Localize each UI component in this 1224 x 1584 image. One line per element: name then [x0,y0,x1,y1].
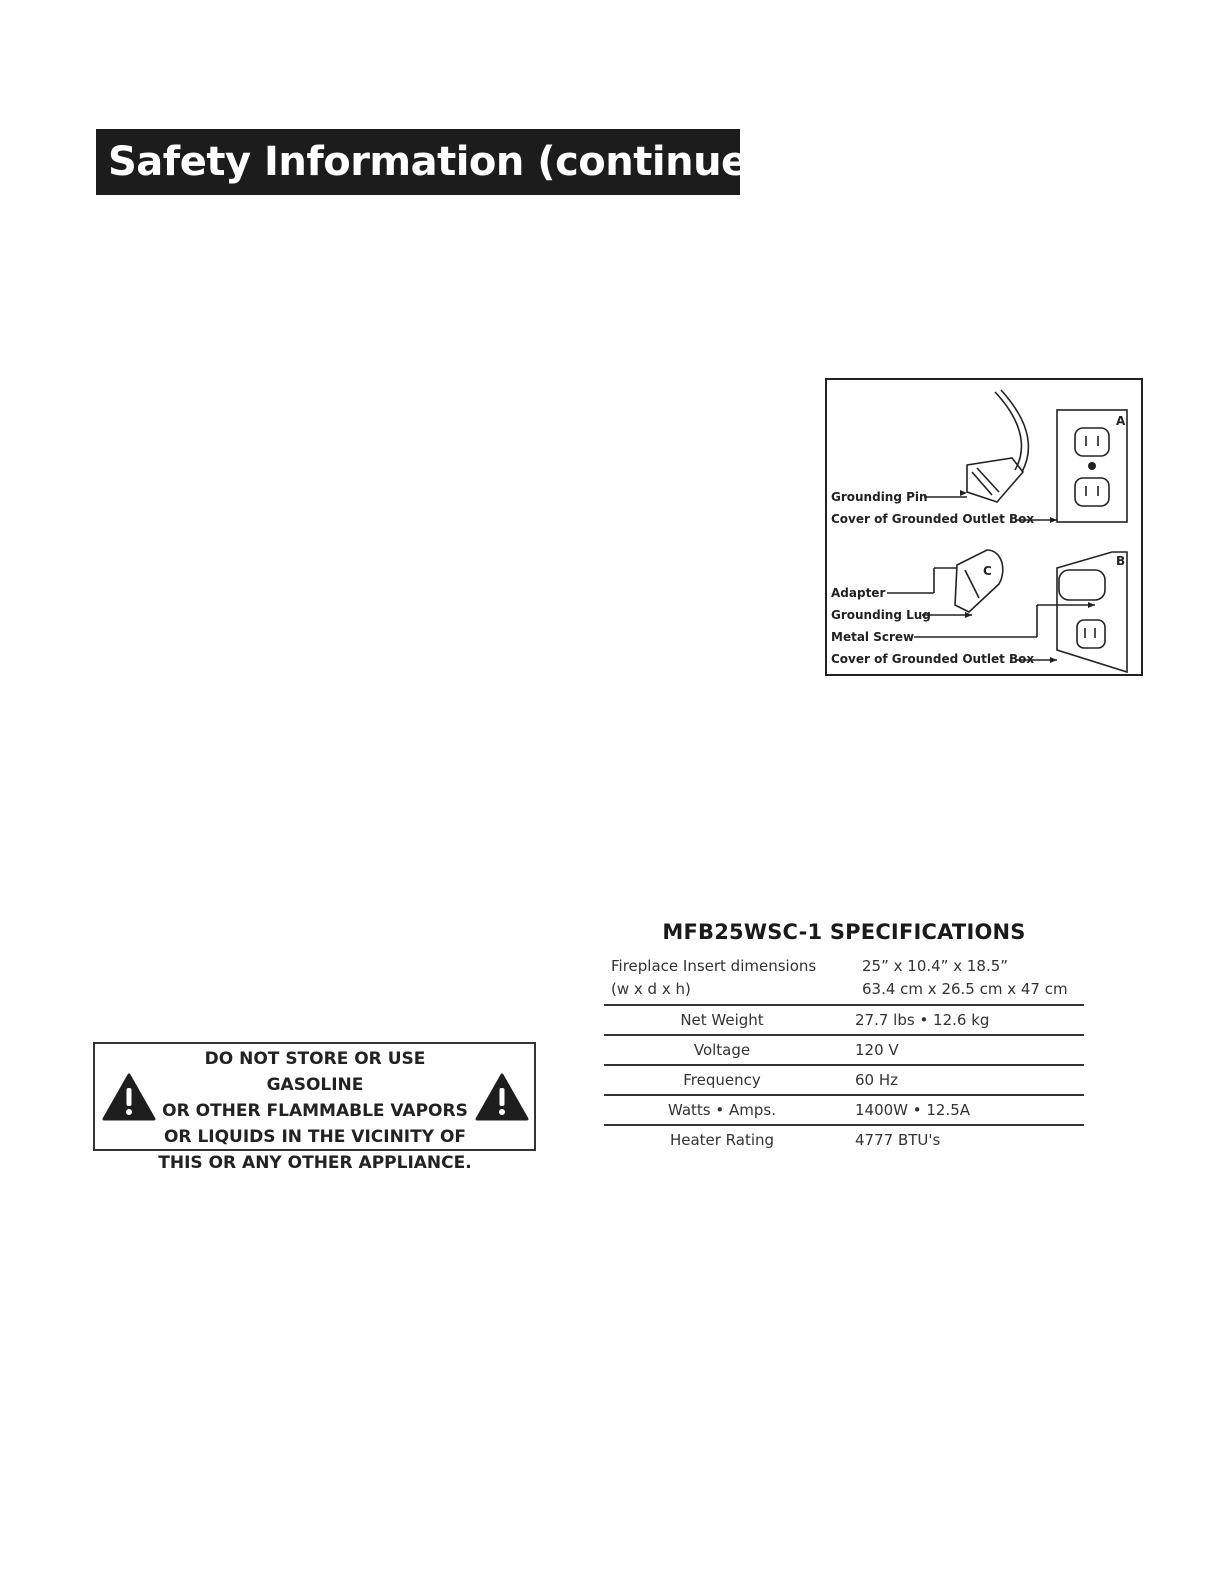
spec-value: 60 Hz [855,1071,899,1089]
warning-line: OR OTHER FLAMMABLE VAPORS [162,1101,468,1121]
spec-value: 25” x 10.4” x 18.5” [862,957,1009,975]
spec-value: 120 V [855,1041,899,1059]
spec-row-dimensions [604,954,1084,1004]
spec-row-voltage [604,1034,1084,1064]
warning-triangle-icon [101,1072,157,1122]
label-grounding-lug: Grounding Lug [831,608,931,622]
spec-label: Voltage [693,1041,751,1059]
spec-label: Frequency [683,1071,761,1089]
label-metal-screw: Metal Screw [831,630,915,644]
spec-label: Fireplace Insert dimensions [611,957,817,975]
spec-value: 1400W • 12.5A [855,1101,971,1119]
label-adapter: Adapter [831,586,886,600]
spec-value: 27.7 lbs • 12.6 kg [855,1011,990,1029]
warning-line: OR LIQUIDS IN THE VICINITY OF [163,1127,467,1147]
spec-value: 4777 BTU's [855,1131,941,1149]
spec-row-heater-rating [604,1124,1084,1154]
flammable-warning-box [93,1042,536,1173]
spec-row-net-weight [604,1004,1084,1034]
specifications-title: MFB25WSC-1 SPECIFICATIONS [662,920,1026,944]
specifications-table [604,954,1084,1154]
warning-line: DO NOT STORE OR USE GASOLINE [204,1049,426,1095]
warning-triangle-icon [474,1072,530,1122]
spec-label: Net Weight [680,1011,764,1029]
spec-label-sub: (w x d x h) [611,980,691,998]
label-grounding-pin: Grounding Pin [831,490,928,504]
spec-label: Heater Rating [669,1131,775,1149]
warning-line: THIS OR ANY OTHER APPLIANCE. [158,1153,472,1173]
label-cover-outlet-a: Cover of Grounded Outlet Box [831,512,1035,526]
spec-row-watts-amps [604,1094,1084,1124]
spec-value-sub: 63.4 cm x 26.5 cm x 47 cm [862,980,1068,998]
page-title: Safety Information (continued) [96,129,740,195]
outlet-b-letter: B [1116,554,1126,568]
spec-row-frequency [604,1064,1084,1094]
spec-label: Watts • Amps. [667,1101,776,1119]
label-cover-outlet-b: Cover of Grounded Outlet Box [831,652,1035,666]
warning-text [155,1044,475,1176]
grounding-diagram [825,378,1143,676]
outlet-a-letter: A [1116,414,1126,428]
adapter-c-letter: C [983,564,992,578]
